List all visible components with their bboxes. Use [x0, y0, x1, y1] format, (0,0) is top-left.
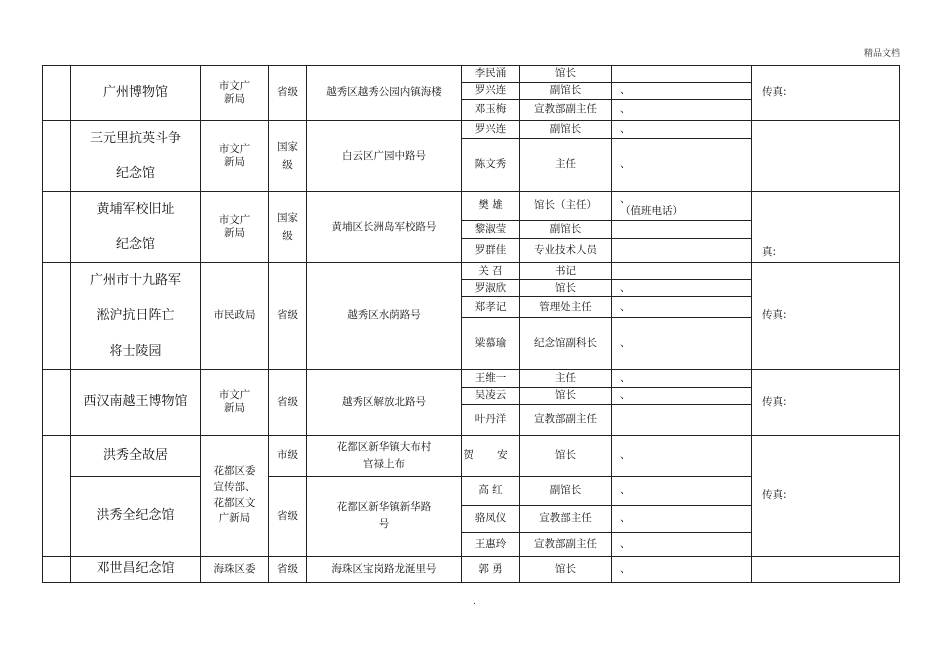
phone — [612, 263, 752, 280]
fax: 真: — [752, 192, 900, 263]
person-name: 罗兴连 — [462, 121, 520, 139]
address: 白云区广园中路号 — [307, 121, 462, 192]
level: 省级 — [269, 263, 307, 369]
blank-cell — [43, 556, 71, 582]
person-name: 叶丹洋 — [462, 404, 520, 435]
person-title: 主任 — [520, 138, 612, 192]
address: 越秀区解放北路号 — [307, 369, 462, 435]
person-name: 关 召 — [462, 263, 520, 280]
address: 越秀区越秀公园内镇海楼 — [307, 66, 462, 121]
museum-contact-table — [42, 65, 900, 583]
museum-name: 广州博物馆 — [71, 66, 201, 121]
person-title: 馆长 — [520, 387, 612, 404]
person-title: 副馆长 — [520, 121, 612, 139]
person-name: 高 红 — [462, 476, 520, 505]
person-title: 宣教部主任 — [520, 505, 612, 532]
person-name: 李民涌 — [462, 66, 520, 83]
museum-name: 洪秀全纪念馆 — [71, 476, 201, 556]
phone: 、 — [612, 100, 752, 121]
person-title: 馆长 — [520, 435, 612, 476]
person-title: 专业技术人员 — [520, 238, 612, 262]
person-name: 陈文秀 — [462, 138, 520, 192]
fax — [752, 121, 900, 192]
person-name: 樊 雄 — [462, 192, 520, 220]
fax: 传真: — [752, 66, 900, 121]
phone: 、 — [612, 387, 752, 404]
museum-name: 邓世昌纪念馆 — [71, 556, 201, 582]
fax — [752, 556, 900, 582]
header-label: 精品文档 — [863, 49, 900, 59]
person-name: 王惠玲 — [462, 532, 520, 556]
person-title: 宣教部副主任 — [520, 404, 612, 435]
person-title: 副馆长 — [520, 83, 612, 100]
museum-name: 西汉南越王博物馆 — [71, 369, 201, 435]
blank-cell — [43, 192, 71, 263]
phone: 、 — [612, 369, 752, 387]
department: 海珠区委 — [201, 556, 269, 582]
footer-mark: . — [473, 597, 476, 607]
blank-cell — [43, 369, 71, 435]
blank-cell — [43, 435, 71, 556]
phone: 、 — [612, 138, 752, 192]
address: 花都区新华镇大布村 官禄上布 — [307, 435, 462, 476]
person-title: 宣教部副主任 — [520, 532, 612, 556]
person-title: 主任 — [520, 369, 612, 387]
phone — [612, 220, 752, 238]
department: 市文广 新局 — [201, 66, 269, 121]
phone: 、 — [612, 280, 752, 297]
person-name: 梁慕瑜 — [462, 318, 520, 369]
blank-cell — [43, 66, 71, 121]
phone: 、 — [612, 121, 752, 139]
person-name: 王维一 — [462, 369, 520, 387]
person-name: 郭 勇 — [462, 556, 520, 582]
person-title: 宣教部副主任 — [520, 100, 612, 121]
phone — [612, 404, 752, 435]
phone: 、 — [612, 83, 752, 100]
person-name: 邓玉梅 — [462, 100, 520, 121]
level: 省级 — [269, 556, 307, 582]
address: 海珠区宝岗路龙涎里号 — [307, 556, 462, 582]
address: 花都区新华镇新华路 号 — [307, 476, 462, 556]
level: 国家 级 — [269, 192, 307, 263]
level: 省级 — [269, 66, 307, 121]
department: 市文广 新局 — [201, 369, 269, 435]
person-title: 管理处主任 — [520, 297, 612, 318]
museum-name: 洪秀全故居 — [71, 435, 201, 476]
phone: 、 — [612, 556, 752, 582]
person-title: 副馆长 — [520, 220, 612, 238]
level: 省级 — [269, 476, 307, 556]
person-title: 纪念馆副科长 — [520, 318, 612, 369]
person-name: 黎淑莹 — [462, 220, 520, 238]
level: 国家 级 — [269, 121, 307, 192]
phone: 、 （值班电话） — [612, 192, 752, 220]
person-title: 馆长 — [520, 556, 612, 582]
phone — [612, 238, 752, 262]
museum-name: 广州市十九路军 淞沪抗日阵亡 将士陵园 — [71, 263, 201, 369]
blank-cell — [43, 263, 71, 369]
person-name: 吴凌云 — [462, 387, 520, 404]
person-name: 郑孝记 — [462, 297, 520, 318]
person-title: 馆长 — [520, 66, 612, 83]
blank-cell — [43, 121, 71, 192]
department: 市文广 新局 — [201, 121, 269, 192]
person-title: 馆长 — [520, 280, 612, 297]
phone: 、 — [612, 318, 752, 369]
level: 市级 — [269, 435, 307, 476]
department: 市民政局 — [201, 263, 269, 369]
phone: 、 — [612, 532, 752, 556]
address: 黄埔区长洲岛军校路号 — [307, 192, 462, 263]
person-name: 罗淑欣 — [462, 280, 520, 297]
phone — [612, 66, 752, 83]
person-title: 书记 — [520, 263, 612, 280]
museum-name: 黄埔军校旧址 纪念馆 — [71, 192, 201, 263]
phone: 、 — [612, 476, 752, 505]
person-name: 贺 安 — [462, 435, 520, 476]
department: 花都区委 宣传部、 花都区文 广新局 — [201, 435, 269, 556]
museum-name: 三元里抗英斗争 纪念馆 — [71, 121, 201, 192]
fax: 传真: — [752, 263, 900, 369]
person-name: 骆凤仪 — [462, 505, 520, 532]
person-name: 罗群佳 — [462, 238, 520, 262]
person-title: 馆长（主任） — [520, 192, 612, 220]
phone: 、 — [612, 435, 752, 476]
address: 越秀区水荫路号 — [307, 263, 462, 369]
department: 市文广 新局 — [201, 192, 269, 263]
fax: 传真: — [752, 435, 900, 556]
phone: 、 — [612, 505, 752, 532]
fax: 传真: — [752, 369, 900, 435]
level: 省级 — [269, 369, 307, 435]
phone: 、 — [612, 297, 752, 318]
person-title: 副馆长 — [520, 476, 612, 505]
person-name: 罗兴连 — [462, 83, 520, 100]
